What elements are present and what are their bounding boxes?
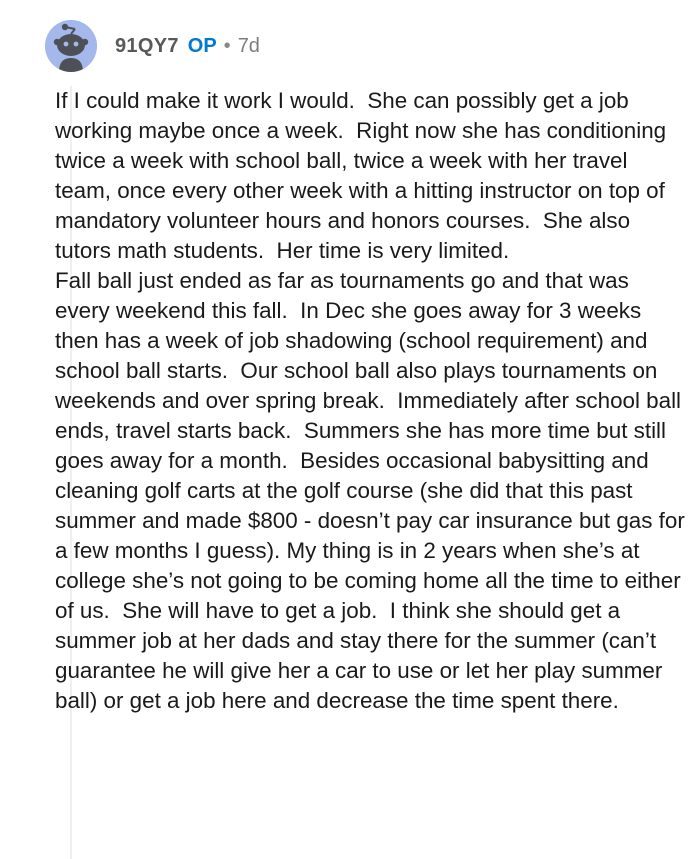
comment-header [45, 20, 260, 72]
username[interactable]: 91QY7 [115, 34, 179, 57]
comment-age[interactable]: 7d [237, 34, 260, 57]
snoo-avatar-icon [45, 20, 97, 72]
comment-paragraph: If I could make it work I would. She can possibly get a job working maybe once a week. Right now she has conditioning twice a week with school ball, twice a week with her travel team, once every other week with a hitting instructor on top of mandatory volunteer hours and honors courses. She also tutors math students. Her time is very limited. [55, 88, 673, 263]
comment-body [55, 86, 692, 716]
comment-paragraph: Fall ball just ended as far as tournaments go and that was every weekend this fall. In Dec she goes away for 3 weeks then has a week of job shadowing (school requirement) and school ball starts. Our school ball also plays tournaments on weekends and over spring break. Immediately after school ball ends, travel starts back. Summers she has more time but still goes away for a month. Besides occasional babysitting and cleaning golf carts at the golf course (she did that this past summer and made $800 - doesn’t pay car insurance but gas for a few months I guess). My thing is in 2 years when she’s at college she’s not going to be coming home all the time to either of us. She will have to get a job. I think she should get a summer job at her dads and stay there for the summer (can’t guarantee he will give her a car to use or let her play summer ball) or get a job here and decrease the time spent there. [55, 268, 692, 713]
comment-meta [115, 35, 260, 58]
op-badge: OP [187, 34, 217, 57]
avatar[interactable] [45, 20, 97, 72]
meta-separator: • [223, 34, 231, 57]
